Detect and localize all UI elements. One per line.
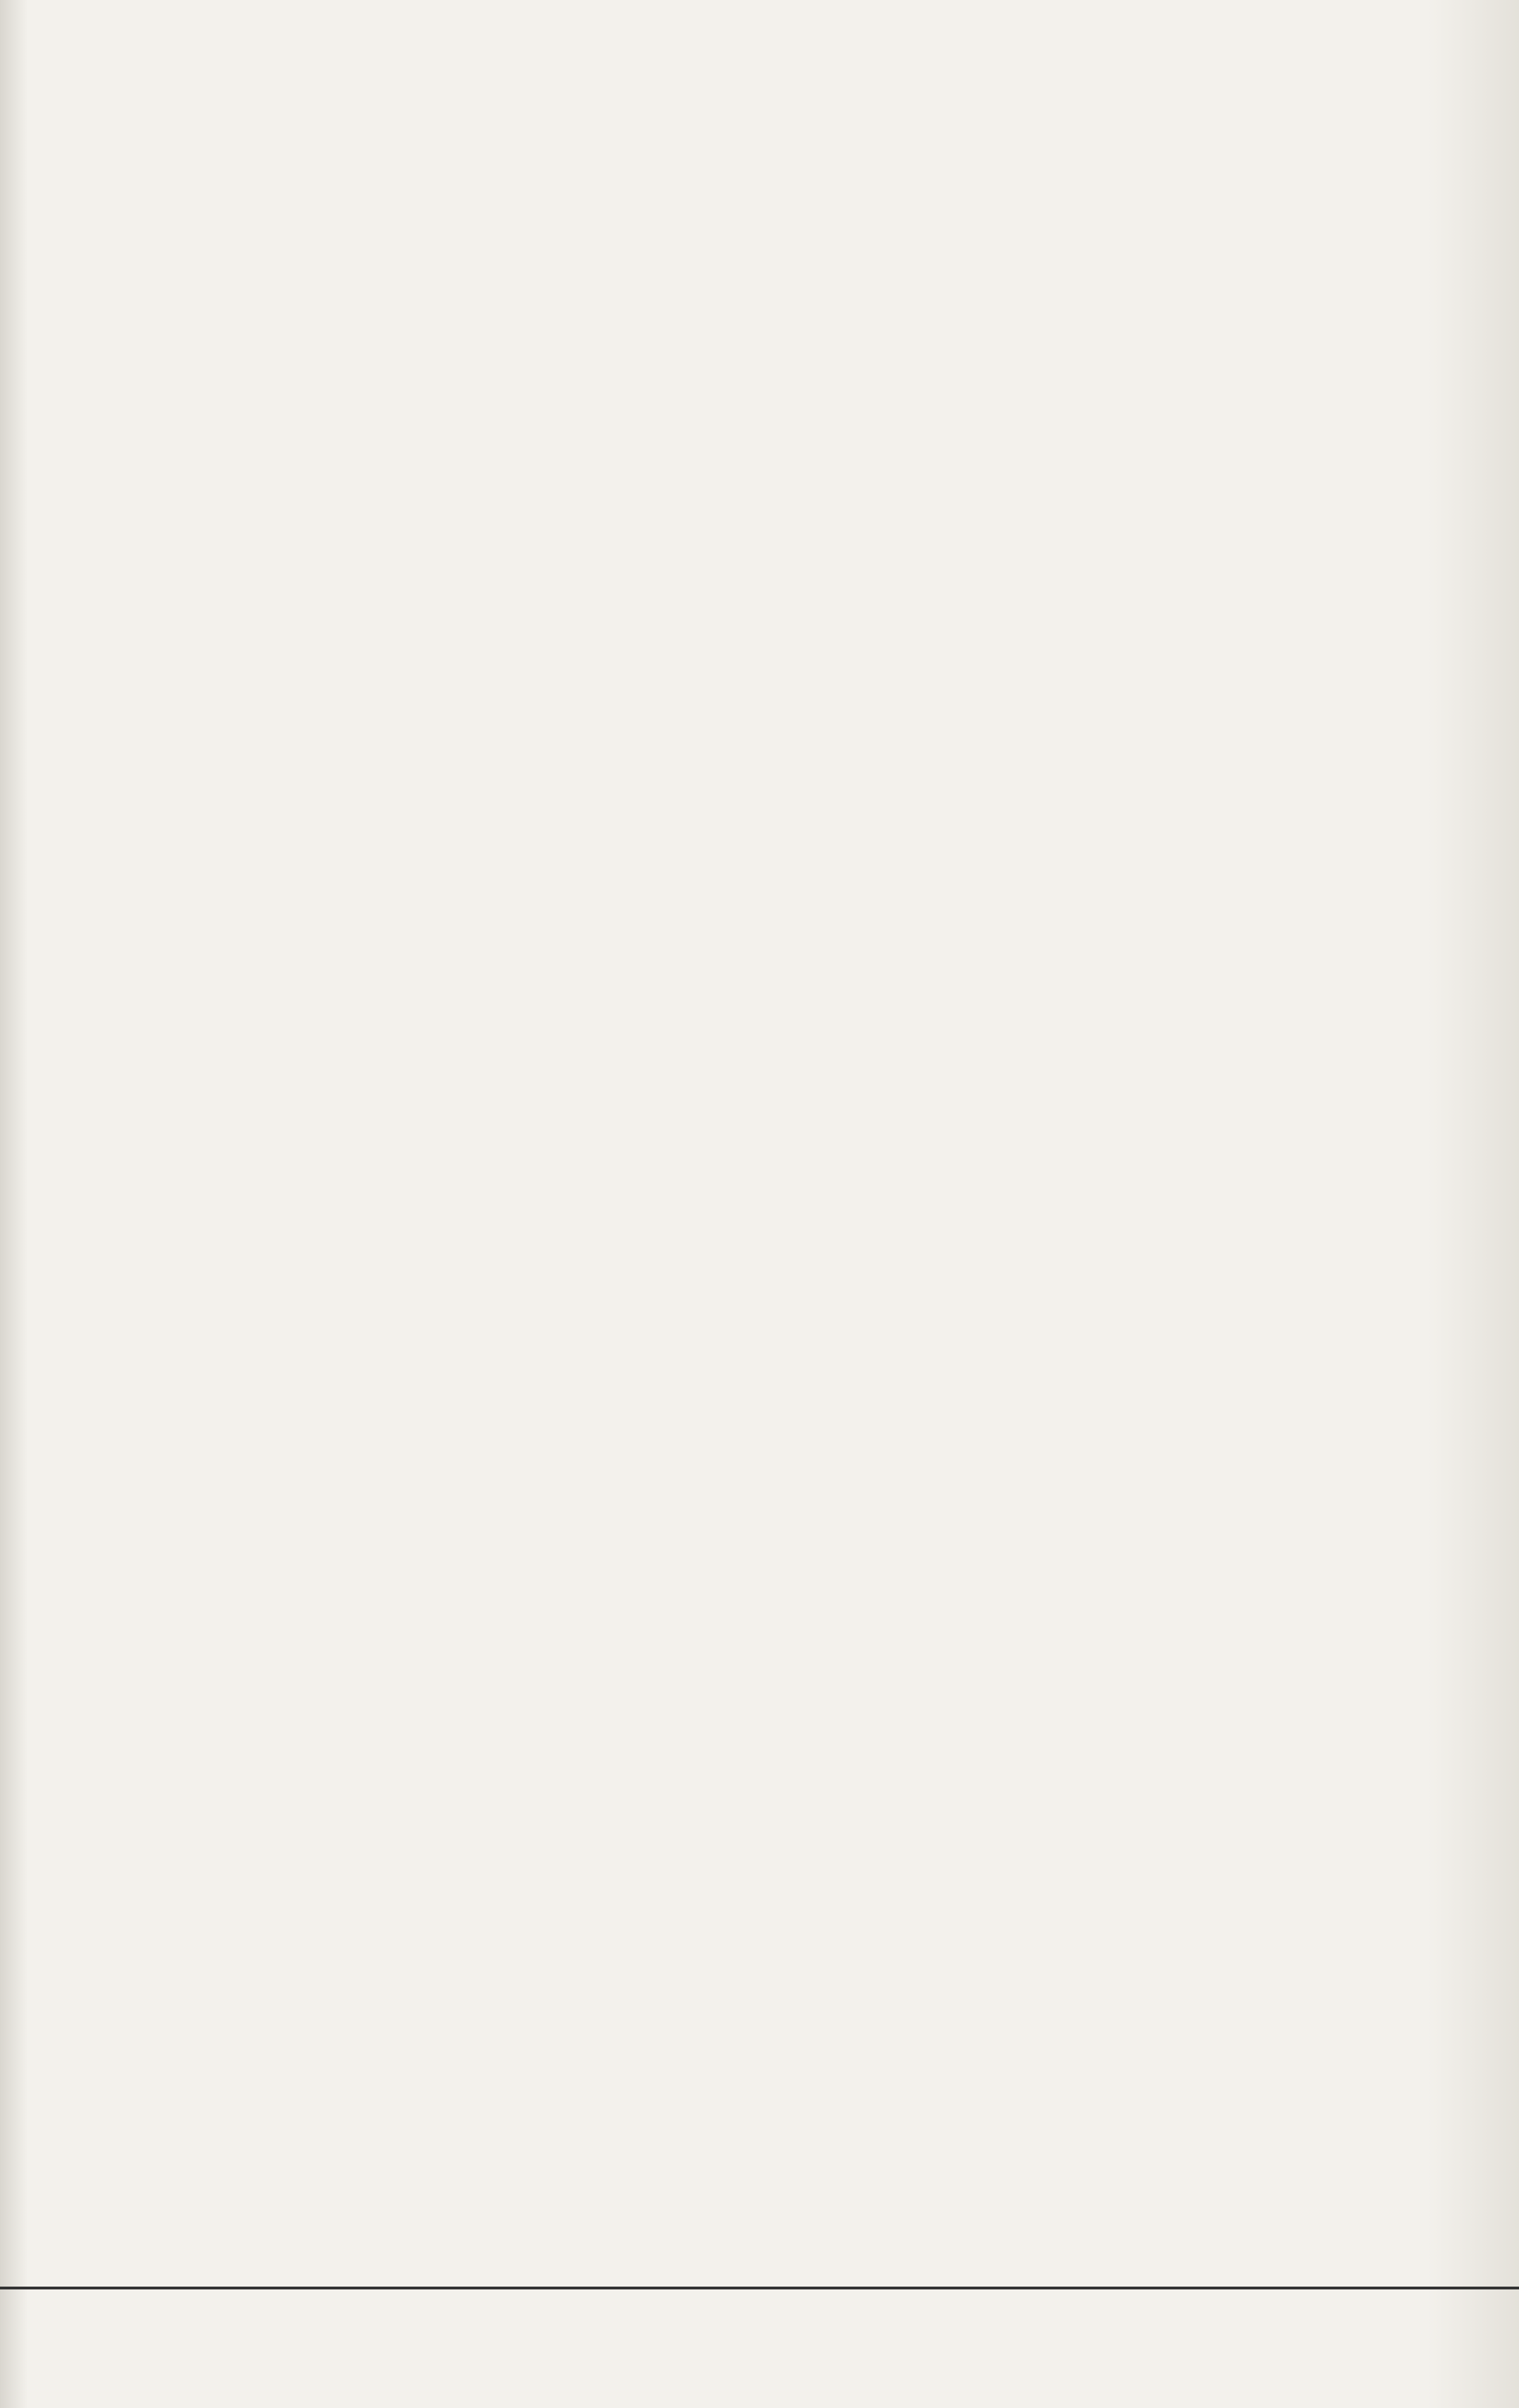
page-footer — [78, 2295, 1404, 2344]
scan-left-edge — [0, 0, 28, 2408]
scan-right-edge — [1427, 0, 1519, 2408]
handwritten-annotation — [367, 27, 1307, 90]
footer-rule — [0, 2287, 1519, 2289]
